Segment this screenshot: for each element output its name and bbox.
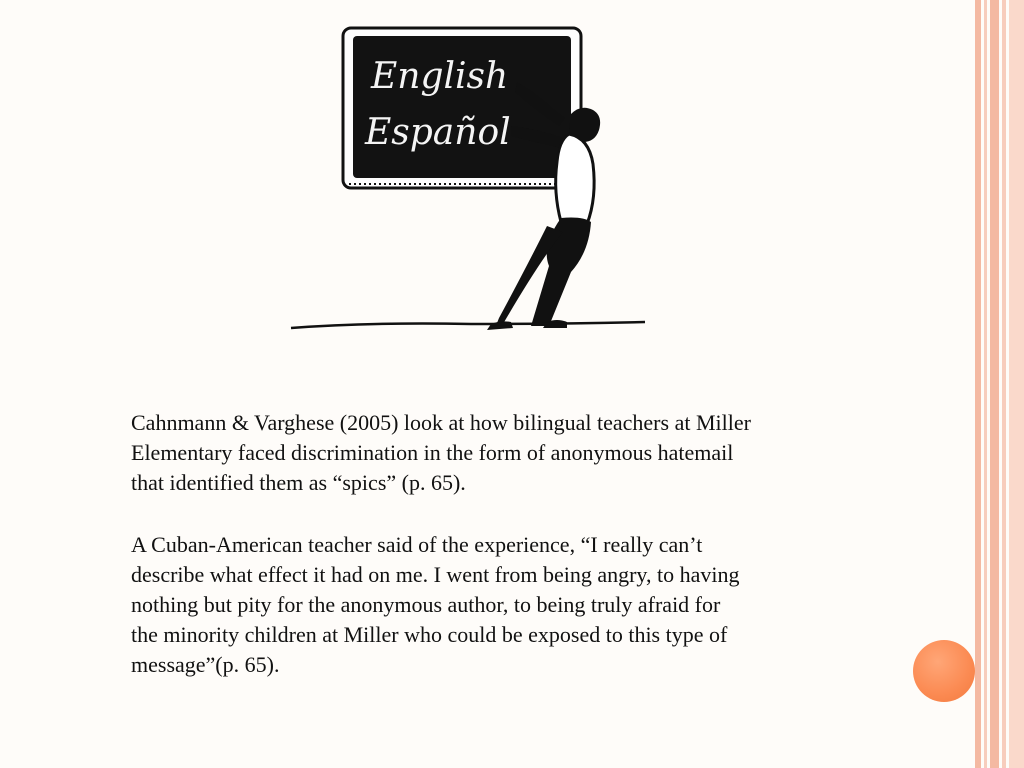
ground-line [291, 322, 645, 328]
decorative-stripe [1002, 0, 1006, 768]
decorative-stripe [984, 0, 987, 768]
decorative-orange-circle [913, 640, 975, 702]
decorative-stripe [1009, 0, 1024, 768]
paragraph-quote: A Cuban-American teacher said of the experience, “I really can’t describe what effect it had on me. I went from being angry, to having nothing but pity for the anonymous author, to being truly afraid for the minority children at Miller who could be exposed to this type of message”(p. 65). [131, 532, 740, 677]
chalkboard-teacher-illustration [285, 22, 655, 337]
board-word-english: English [371, 56, 509, 97]
paragraph-citation: Cahnmann & Varghese (2005) look at how bilingual teachers at Miller Elementary faced discrimination in the form of anonymous hatemail that identified them as “spics” (p. 65). [131, 410, 751, 495]
slide-body-text [131, 408, 981, 680]
board-word-espanol: Español [365, 112, 511, 153]
decorative-stripe [990, 0, 999, 768]
